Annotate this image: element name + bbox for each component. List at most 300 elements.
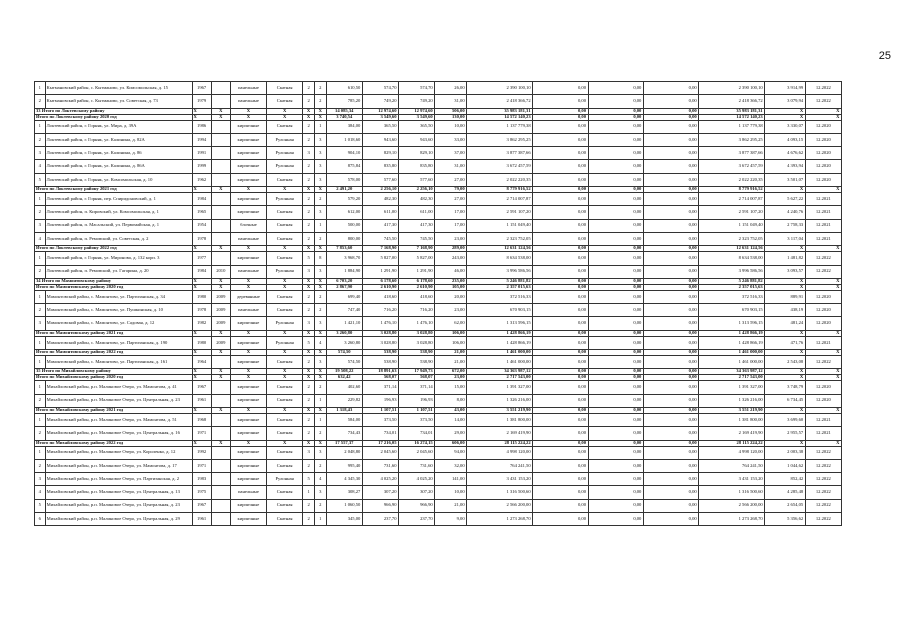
table-cell: 0,00 [643, 440, 698, 446]
table-cell: 3 028,80 [362, 336, 398, 349]
table-cell: 1964 [192, 356, 211, 369]
table-cell: Х [765, 284, 805, 290]
table-row [35, 317, 842, 330]
table-cell: 1 137 779,38 [699, 120, 765, 133]
table-cell: 3 877 387,66 [467, 147, 533, 160]
table-cell: 2 610,90 [362, 284, 398, 290]
table-cell: 2 [303, 394, 315, 407]
table-cell: Х [314, 284, 326, 290]
table-cell: 1 107,51 [362, 407, 398, 413]
table-cell: 0,00 [533, 265, 588, 278]
table-cell: деревянные [230, 290, 266, 303]
table-cell: 0,00 [643, 350, 698, 356]
table-cell: 2 [303, 356, 315, 369]
table-cell: 21,00 [435, 499, 467, 512]
table-cell: Х [314, 187, 326, 193]
table-cell: 734,43 [326, 427, 362, 440]
table-cell: 0,00 [533, 407, 588, 413]
table-cell: 716,20 [399, 304, 435, 317]
table-cell: 0,00 [533, 114, 588, 120]
table-cell: Х [805, 187, 841, 193]
table-cell: Рулонная [267, 147, 303, 160]
table-cell: 94,00 [435, 446, 467, 459]
table-cell: Х [211, 284, 230, 290]
table-cell: 2 323 752,05 [699, 232, 765, 245]
address-cell: Локтевский район, г. Горняк, ул. Миронова, д. 132 корп. 3 [45, 252, 192, 265]
table-cell: 8 [314, 252, 326, 265]
table-cell: 0,00 [588, 375, 643, 381]
table-cell: 3 431 153,20 [467, 473, 533, 486]
table-cell: 1 316 500,60 [467, 486, 533, 499]
table-cell: 7 168,90 [399, 246, 435, 252]
table-cell: 3 862 295,25 [699, 133, 765, 146]
table-cell: 14 085,34 [326, 108, 362, 114]
table-cell: 289,00 [435, 246, 467, 252]
table-cell: 3 551 219,90 [467, 407, 533, 413]
table-cell: 1 [314, 394, 326, 407]
table-cell: 12 631 124,56 [467, 246, 533, 252]
table-cell: 12.2021 [805, 427, 841, 440]
table-cell: 0,00 [588, 413, 643, 426]
table-cell: 2 [314, 95, 326, 108]
table-cell: 0,00 [643, 369, 698, 375]
table-cell: 0,00 [643, 381, 698, 394]
table-cell: панельные [230, 304, 266, 317]
table-cell: 2 543,08 [765, 356, 805, 369]
row-number: 3 [35, 147, 46, 160]
table-cell: 1 461 000,00 [699, 356, 765, 369]
table-cell: 579,20 [326, 193, 362, 206]
table-cell: Х [267, 440, 303, 446]
table-cell [211, 473, 230, 486]
table-cell: 35 983 181,31 [699, 108, 765, 114]
table-cell: 12.2021 [805, 206, 841, 219]
table-cell: 235,00 [435, 278, 467, 284]
table-cell: 371,14 [399, 381, 435, 394]
table-cell: 0,00 [643, 336, 698, 349]
table-cell: 3 330,07 [765, 120, 805, 133]
table-cell: Х [303, 284, 315, 290]
table-cell: 1 428 866,19 [699, 330, 765, 336]
table-cell: Х [211, 350, 230, 356]
address-cell: Михайловский район, р.п. Малиновое Озеро, ул. Мамонтова, д. 51 [45, 413, 192, 426]
table-row [35, 173, 842, 186]
table-cell: кирпичные [230, 513, 266, 526]
table-cell: 12.2022 [805, 473, 841, 486]
table-cell: 1 [314, 219, 326, 232]
table-cell: 0,00 [588, 330, 643, 336]
table-cell: 0,00 [533, 499, 588, 512]
table-cell: 8,00 [435, 394, 467, 407]
table-cell: 606,00 [435, 440, 467, 446]
table-cell: 1 313 596,15 [699, 317, 765, 330]
table-cell: 34 363 987,12 [467, 369, 533, 375]
table-cell: 418,60 [399, 290, 435, 303]
table-cell: Х [230, 114, 266, 120]
table-cell: 1977 [192, 252, 211, 265]
table-cell: Х [267, 369, 303, 375]
table-cell: 0,00 [588, 108, 643, 114]
table-cell: 1986 [192, 120, 211, 133]
table-row [35, 473, 842, 486]
table-cell [211, 206, 230, 219]
table-cell: 2 [314, 193, 326, 206]
table-cell: 785,20 [326, 95, 362, 108]
table-cell: 1971 [192, 459, 211, 472]
row-number: 3 [35, 219, 46, 232]
table-cell: Х [303, 440, 315, 446]
table-cell: 3 748,79 [765, 381, 805, 394]
table-cell: 37,00 [435, 147, 467, 160]
table-cell: 574,70 [399, 82, 435, 95]
table-cell: 1994 [192, 133, 211, 146]
table-cell: 0,00 [533, 394, 588, 407]
table-cell: 106,00 [435, 330, 467, 336]
table-cell: Рулонная [267, 317, 303, 330]
table-cell [211, 459, 230, 472]
address-cell: Михайловский район, р.п. Малиновое Озеро, ул. Центральная, д. 13 [45, 486, 192, 499]
address-cell: Михайловский район, р.п. Малиновое Озеро, ул. Партизанская, д. 2 [45, 473, 192, 486]
table-cell: 2 [303, 133, 315, 146]
table-cell: 2 [303, 499, 315, 512]
summary-label: Итого по Мамонтовскому району 2022 год [35, 350, 193, 356]
row-number: 3 [35, 317, 46, 330]
table-cell: 1980 [192, 336, 211, 349]
table-cell: 0,00 [643, 330, 698, 336]
address-cell: Локтевский район, п. Масальский, ул. Первомайская, д. 1 [45, 219, 192, 232]
table-cell: 0,00 [588, 284, 643, 290]
table-cell: 2 256,10 [399, 187, 435, 193]
table-cell: 1961 [192, 513, 211, 526]
address-cell: Кытмановский район, с. Кытманово, ул. Советская, д. 73 [45, 95, 192, 108]
table-cell: 1 273 268,70 [467, 513, 533, 526]
table-cell: 1 461 000,00 [467, 356, 533, 369]
table-cell: 12.2021 [805, 193, 841, 206]
table-cell: 0,00 [533, 108, 588, 114]
table-cell: 1 137 779,38 [467, 120, 533, 133]
table-cell: 3 028,80 [362, 330, 398, 336]
table-cell [211, 232, 230, 245]
table-cell: 2 357 015,63 [467, 284, 533, 290]
table-cell: Х [314, 369, 326, 375]
table-cell [211, 147, 230, 160]
table-cell: 0,00 [588, 356, 643, 369]
table-cell: 0,00 [533, 160, 588, 173]
table-cell: Рулонная [267, 265, 303, 278]
table-cell: 0,00 [643, 427, 698, 440]
table-cell: 0,00 [533, 232, 588, 245]
table-cell [211, 82, 230, 95]
table-cell: Х [765, 278, 805, 284]
table-cell: 0,00 [643, 459, 698, 472]
table-cell: Х [314, 407, 326, 413]
address-cell: Михайловский район, р.п. Малиновое Озеро, ул. Мамонтова, д. 41 [45, 381, 192, 394]
summary-label: 35 Итого по Михайловскому району [35, 369, 193, 375]
table-cell: 5 356,62 [765, 513, 805, 526]
table-row [35, 133, 842, 146]
table-cell: 243,00 [435, 252, 467, 265]
table-cell: 1962 [192, 173, 211, 186]
table-cell: 3 [314, 173, 326, 186]
table-cell: 27,00 [435, 193, 467, 206]
table-cell: 568,07 [362, 375, 398, 381]
table-cell: 31,00 [435, 160, 467, 173]
table-cell: 2 491,20 [326, 187, 362, 193]
table-cell: Х [267, 278, 303, 284]
table-cell [211, 446, 230, 459]
table-row [35, 206, 842, 219]
table-cell: 0,00 [643, 187, 698, 193]
table-cell: 1 428 866,19 [467, 330, 533, 336]
table-cell: 12.2021 [805, 413, 841, 426]
table-cell: 3 877 387,66 [699, 147, 765, 160]
table-cell: 308,27 [326, 486, 362, 499]
table-cell: 2009 [211, 317, 230, 330]
table-cell: 0,00 [533, 120, 588, 133]
table-cell: Х [765, 114, 805, 120]
table-cell: 672,00 [435, 369, 467, 375]
table-cell: 0,00 [643, 356, 698, 369]
table-cell: Х [192, 278, 211, 284]
table-cell: 5 827,00 [399, 252, 435, 265]
table-cell: 0,00 [588, 120, 643, 133]
table-cell: Х [230, 278, 266, 284]
table-cell: 749,20 [399, 95, 435, 108]
table-cell: 584,00 [326, 413, 362, 426]
table-row [35, 82, 842, 95]
table-cell: 0,00 [533, 356, 588, 369]
table-cell: 29,00 [435, 427, 467, 440]
table-cell: 3 551 219,90 [699, 407, 765, 413]
address-cell: Михайловский район, р.п. Малиновое Озеро, ул. Центральная, д. 16 [45, 427, 192, 440]
table-cell: 0,00 [533, 459, 588, 472]
table-cell: кирпичные [230, 381, 266, 394]
table-cell: 0,00 [533, 284, 588, 290]
table-cell: кирпичные [230, 394, 266, 407]
table-cell: 12.2022 [805, 82, 841, 95]
table-cell: 10,00 [435, 120, 467, 133]
table-cell: 0,00 [588, 513, 643, 526]
table-cell: Х [303, 407, 315, 413]
address-cell: Локтевский район, г. Горняк, пер. Спиридоновский, д. 1 [45, 193, 192, 206]
table-cell: 5 246 881,82 [467, 278, 533, 284]
table-row [35, 413, 842, 426]
table-cell: Х [765, 350, 805, 356]
table-cell: 0,00 [533, 219, 588, 232]
table-cell: кирпичные [230, 317, 266, 330]
table-cell: Х [267, 375, 303, 381]
table-cell: 734,01 [399, 427, 435, 440]
summary-label: Итого по Михайловскому району 2020 год [35, 375, 193, 381]
table-cell: 402,60 [326, 381, 362, 394]
table-cell: 12.2020 [805, 317, 841, 330]
table-cell: Х [765, 108, 805, 114]
table-cell: 1 318,43 [326, 407, 362, 413]
table-cell: 0,00 [533, 427, 588, 440]
table-cell: 3 117,04 [765, 232, 805, 245]
table-cell: 0,00 [588, 486, 643, 499]
table-cell: 904,10 [326, 147, 362, 160]
table-cell: Х [765, 375, 805, 381]
table-row [35, 513, 842, 526]
table-cell: 0,00 [533, 95, 588, 108]
table-cell: Скатная [267, 427, 303, 440]
table-cell: 0,00 [643, 160, 698, 173]
table-cell: 0,00 [643, 375, 698, 381]
table-cell: 1 428 866,19 [699, 336, 765, 349]
table-cell: 578,00 [326, 173, 362, 186]
table-cell: 196,93 [362, 394, 398, 407]
table-cell: кирпичные [230, 356, 266, 369]
table-cell: 2 [303, 82, 315, 95]
summary-label: 34 Итого по Мамонтовскому району [35, 278, 193, 284]
table-cell: 418,60 [362, 290, 398, 303]
page-number: 25 [878, 50, 891, 62]
table-cell: 46,00 [435, 265, 467, 278]
table-cell: 6 734,45 [765, 394, 805, 407]
table-cell: Рулонная [267, 193, 303, 206]
table-cell: 19 508,22 [326, 369, 362, 375]
table-cell: 0,00 [588, 246, 643, 252]
table-cell: Скатная [267, 173, 303, 186]
table-cell: 3 093,57 [765, 265, 805, 278]
row-number: 1 [35, 82, 46, 95]
table-cell: Скатная [267, 304, 303, 317]
table-cell: 2 591 107,20 [467, 206, 533, 219]
table-cell: 0,00 [588, 133, 643, 146]
table-cell: 0,00 [643, 394, 698, 407]
table-cell: 2 [314, 290, 326, 303]
table-row [35, 290, 842, 303]
table-cell: Х [192, 108, 211, 114]
table-cell [211, 356, 230, 369]
table-cell: 0,00 [643, 265, 698, 278]
table-cell: 0,00 [643, 246, 698, 252]
table-cell: 2 [303, 513, 315, 526]
table-row [35, 427, 842, 440]
address-cell: Локтевский район, г. Горняк, ул. Комсомольская, д. 10 [45, 173, 192, 186]
table-cell: кирпичные [230, 193, 266, 206]
address-cell: Михайловский район, р.п. Малиновое Озеро, ул. Центральная, д. 23 [45, 394, 192, 407]
table-cell: 966,90 [362, 499, 398, 512]
table-cell: 8 634 538,00 [467, 252, 533, 265]
table-cell: 1968 [192, 413, 211, 426]
table-cell: 0,00 [588, 407, 643, 413]
table-cell: 1 326 216,00 [699, 394, 765, 407]
address-cell: Локтевский район, п. Ремовский, ул. Гагарина, д. 20 [45, 265, 192, 278]
table-cell: Х [230, 375, 266, 381]
table-cell: 2 169 419,90 [467, 427, 533, 440]
table-cell: 2 [303, 290, 315, 303]
table-cell: 2 418 366,72 [467, 95, 533, 108]
table-cell: 438,19 [765, 304, 805, 317]
table-cell: 0,00 [588, 206, 643, 219]
table-cell: 17,00 [435, 219, 467, 232]
address-cell: Мамонтовский район, с. Мамонтово, ул. Партизанская, д. 161 [45, 356, 192, 369]
table-cell: 670 903,15 [699, 304, 765, 317]
table-cell: 506,00 [435, 108, 467, 114]
table-cell: 2 [314, 427, 326, 440]
table-cell: 0,00 [643, 473, 698, 486]
table-cell: 0,00 [588, 446, 643, 459]
table-cell: 1 391 327,00 [467, 381, 533, 394]
table-cell: Х [211, 369, 230, 375]
table-cell: Х [805, 278, 841, 284]
table-cell: 33,00 [435, 133, 467, 146]
table-cell: 0,00 [588, 193, 643, 206]
table-cell: 1979 [192, 95, 211, 108]
table-cell: 373,50 [362, 413, 398, 426]
table-cell: Рулонная [267, 160, 303, 173]
table-cell: Х [805, 369, 841, 375]
table-cell [211, 193, 230, 206]
table-cell: 9,00 [435, 513, 467, 526]
summary-label: Итого по Локтевскому району 2020 год [35, 114, 193, 120]
table-cell: Х [192, 407, 211, 413]
table-cell: 4 676,62 [765, 147, 805, 160]
table-cell: 3 699,60 [765, 413, 805, 426]
address-cell: Михайловский район, р.п. Малиновое Озеро, ул. Мамонтова, д. 17 [45, 459, 192, 472]
table-cell: 574,50 [326, 356, 362, 369]
table-cell: Х [805, 284, 841, 290]
table-cell: 2 390 100,10 [699, 82, 765, 95]
table-cell: 0,00 [643, 499, 698, 512]
table-cell: 14 572 140,23 [699, 114, 765, 120]
table-cell: кирпичные [230, 173, 266, 186]
table-cell: 0,00 [588, 369, 643, 375]
table-cell [211, 133, 230, 146]
table-cell: 2 717 543,00 [467, 375, 533, 381]
table-cell: 1 884,90 [326, 265, 362, 278]
table-cell: Х [303, 114, 315, 120]
table-cell: 0,00 [588, 473, 643, 486]
address-cell: Михайловский район, р.п. Малиновое Озеро, ул. Центральная, д. 23 [45, 499, 192, 512]
table-cell: Х [230, 246, 266, 252]
table-cell: 21,00 [435, 350, 467, 356]
table-cell: 1971 [192, 427, 211, 440]
table-cell [211, 381, 230, 394]
table-cell: 2009 [211, 304, 230, 317]
table-cell: кирпичные [230, 473, 266, 486]
table-cell: 4 [314, 473, 326, 486]
address-cell: Локтевский район, п. Ремовский, ул. Советская, д. 2 [45, 232, 192, 245]
table-cell: 345,00 [326, 513, 362, 526]
table-cell: 2 022 220,35 [699, 173, 765, 186]
summary-label: Итого по Локтевскому району 2022 год [35, 246, 193, 252]
table-cell: 2 [303, 206, 315, 219]
table-cell: 3 028,80 [399, 336, 435, 349]
table-cell: 2 566 200,00 [699, 499, 765, 512]
table-cell: 10,00 [435, 486, 467, 499]
table-cell: 2 [303, 304, 315, 317]
table-cell: 4 998 120,00 [467, 446, 533, 459]
table-cell: Х [192, 284, 211, 290]
table-cell: 21,00 [435, 356, 467, 369]
table-cell [211, 513, 230, 526]
address-cell: Мамонтовский район, с. Мамонтово, ул. Садовая, д. 12 [45, 317, 192, 330]
table-cell: 5 246 881,82 [699, 278, 765, 284]
row-number: 1 [35, 356, 46, 369]
table-cell: 0,00 [533, 246, 588, 252]
table-cell: 2 048,80 [326, 446, 362, 459]
table-cell: 577,60 [362, 173, 398, 186]
table-cell: Рулонная [267, 133, 303, 146]
table-cell: 734,01 [362, 427, 398, 440]
table-cell: 0,00 [643, 284, 698, 290]
table-cell: 0,00 [533, 147, 588, 160]
table-cell: панельные [230, 265, 266, 278]
table-cell: 1983 [192, 473, 211, 486]
